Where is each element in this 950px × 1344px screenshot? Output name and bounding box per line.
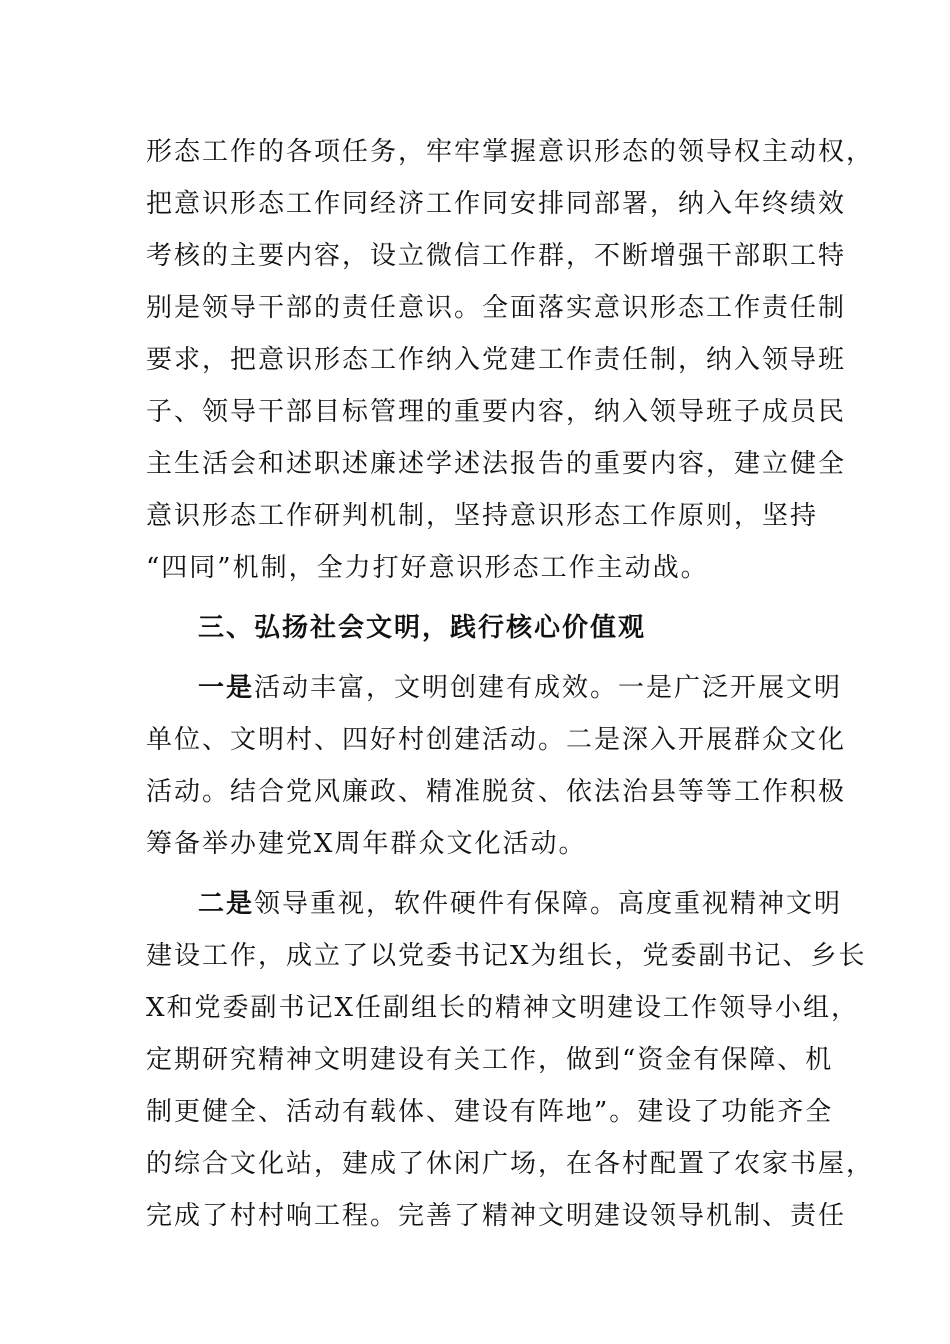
paragraph-civilization-creation xyxy=(146,662,847,870)
section-heading: 三、弘扬社会文明，践行核心价值观 xyxy=(198,613,647,643)
text-line: 制更健全、活动有载体、建设有阵地”。建设了功能齐全 xyxy=(146,1097,834,1127)
text-line: 形态工作的各项任务，牢牢掌握意识形态的领导权主动权， xyxy=(146,137,875,167)
text-line: 的综合文化站，建成了休闲广场，在各村配置了农家书屋， xyxy=(146,1149,875,1179)
text-line: 单位、文明村、四好村创建活动。二是深入开展群众文化 xyxy=(146,725,847,755)
paragraph-lead: 二是 xyxy=(198,889,255,919)
text-line: “四同”机制，全力打好意识形态工作主动战。 xyxy=(146,553,709,583)
text-line: 要求，把意识形态工作纳入党建工作责任制，纳入领导班 xyxy=(146,345,847,375)
spacer xyxy=(146,654,811,662)
paragraph-first-line: 领导重视，软件硬件有保障。高度重视精神文明 xyxy=(254,889,843,919)
text-line: 活动。结合党风廉政、精准脱贫、依法治县等等工作积极 xyxy=(146,777,847,807)
text-line xyxy=(146,662,843,714)
text-line: 子、领导干部目标管理的重要内容，纳入领导班子成员民 xyxy=(146,397,847,427)
paragraph-leadership-support xyxy=(146,878,875,1242)
text-line: 完成了村村响工程。完善了精神文明建设领导机制、责任 xyxy=(146,1201,847,1231)
text-line: 定期研究精神文明建设有关工作，做到“资金有保障、机 xyxy=(146,1045,834,1075)
text-line: 把意识形态工作同经济工作同安排同部署，纳入年终绩效 xyxy=(146,189,847,219)
text-line: 筹备举办建党X周年群众文化活动。 xyxy=(146,829,587,859)
text-line: 别是领导干部的责任意识。全面落实意识形态工作责任制 xyxy=(146,293,847,323)
spacer xyxy=(146,870,811,878)
spacer xyxy=(146,594,811,602)
paragraph-first-line: 活动丰富，文明创建有成效。一是广泛开展文明 xyxy=(254,673,843,703)
text-line: 建设工作，成立了以党委书记X为组长，党委副书记、乡长 xyxy=(146,941,867,971)
text-line: 考核的主要内容，设立微信工作群，不断增强干部职工特 xyxy=(146,241,847,271)
text-line xyxy=(146,878,843,930)
text-line: 主生活会和述职述廉述学述法报告的重要内容，建立健全 xyxy=(146,449,847,479)
text-line: X和党委副书记X任副组长的精神文明建设工作领导小组， xyxy=(146,993,860,1023)
paragraph-lead: 一是 xyxy=(198,673,255,703)
text-line: 意识形态工作研判机制，坚持意识形态工作原则，坚持 xyxy=(146,501,819,531)
paragraph-ideology-work xyxy=(146,126,875,594)
document-body xyxy=(146,126,875,1242)
